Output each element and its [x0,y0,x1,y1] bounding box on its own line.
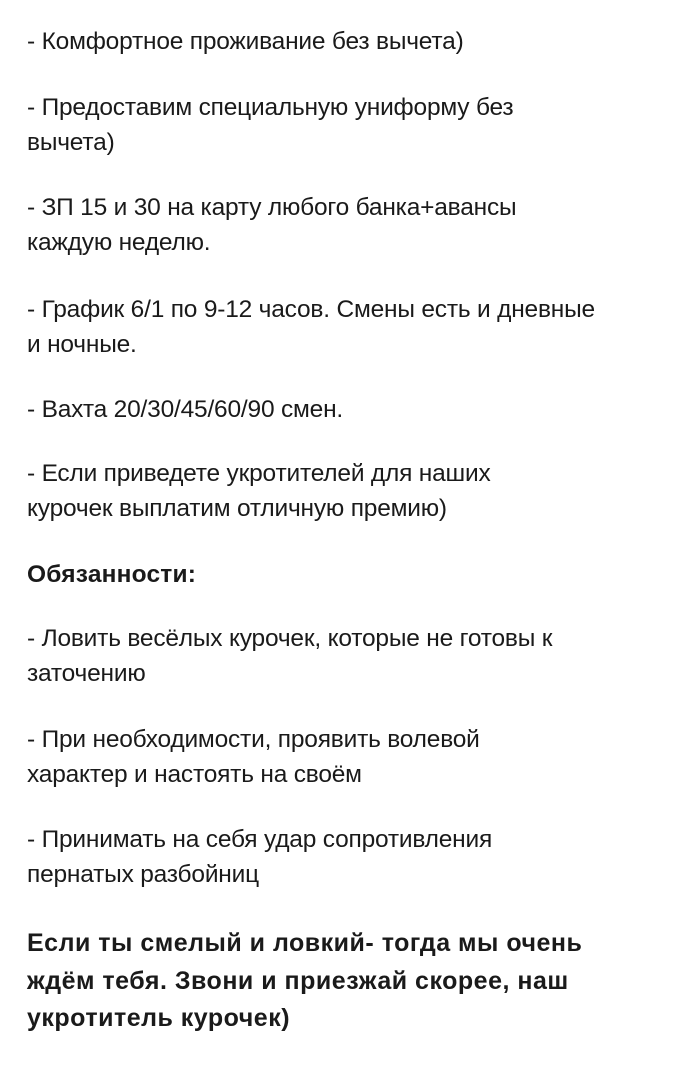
condition-shift-rotation: - Вахта 20/30/45/60/90 смен. [27,396,344,423]
condition-uniform: - Предоставим специальную униформу без вычета) [27,94,514,156]
duty-catching: - Ловить весёлых курочек, которые не готовы к заточению [27,625,553,687]
condition-salary: - ЗП 15 и 30 на карту любого банка+авансы каждую неделю. [27,194,517,256]
closing-call-to-action: Если ты смелый и ловкий- тогда мы очень ждём тебя. Звони и приезжай скорее, наш укротитель курочек) [27,929,583,1032]
duties-heading: Обязанности: [27,561,197,588]
condition-housing: - Комфортное проживание без вычета) [27,28,464,55]
duty-character: - При необходимости, проявить волевой характер и настоять на своём [27,726,480,788]
duty-resistance: - Принимать на себя удар сопротивления пернатых разбойниц [27,826,493,888]
condition-referral-bonus: - Если приведете укротителей для наших курочек выплатим отличную премию) [27,460,491,522]
condition-schedule: - График 6/1 по 9-12 часов. Смены есть и дневные и ночные. [27,296,595,358]
